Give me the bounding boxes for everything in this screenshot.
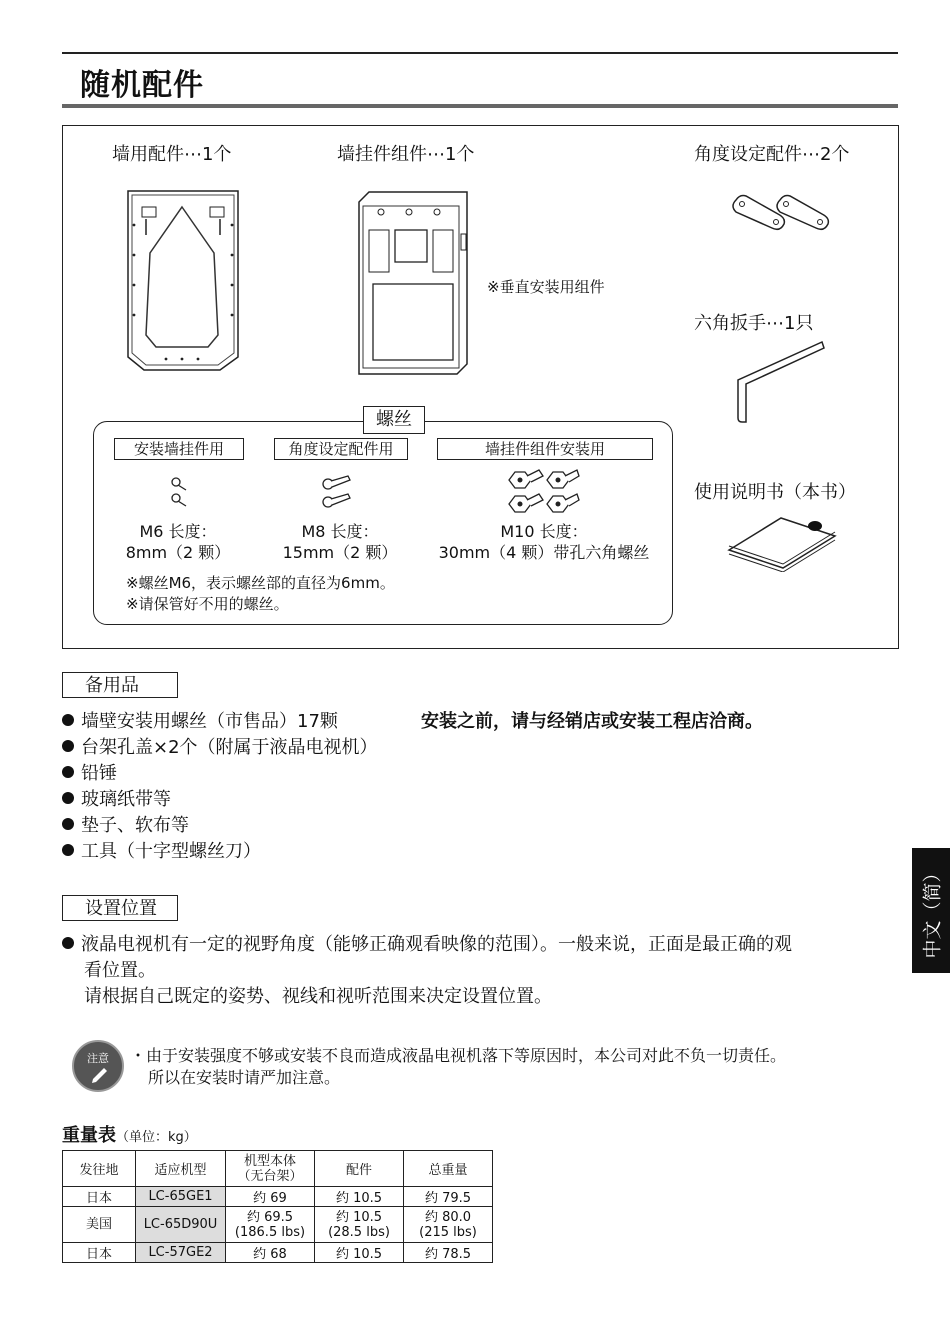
hex-wrench-label: 六角扳手⋯1只 xyxy=(694,313,814,334)
wall-mount-assembly-label: 墙挂件组件⋯1个 xyxy=(337,144,475,165)
caution-line2: 所以在安装时请严加注意。 xyxy=(148,1068,341,1087)
angle-parts-label: 角度设定配件⋯2个 xyxy=(694,144,850,165)
m6-spec xyxy=(108,521,248,563)
placement-line3: 请根据自己既定的姿势、视线和视听范围来决定设置位置。 xyxy=(84,986,552,1007)
list-item: 玻璃纸带等 xyxy=(62,787,378,813)
list-item: 铅锤 xyxy=(62,761,378,787)
hex-wrench-illustration xyxy=(730,338,830,424)
screw-group-header: 安装墙挂件用 xyxy=(114,438,244,460)
language-tab xyxy=(912,848,950,973)
angle-parts-illustration xyxy=(728,192,838,238)
manual-label: 使用说明书（本书） xyxy=(694,482,856,503)
bullet-icon xyxy=(62,740,74,752)
spare-items-header: 备用品 xyxy=(62,672,178,698)
m10-spec-line1: M10 长度： xyxy=(500,522,588,541)
list-item: 台架孔盖×2个（附属于液晶电视机） xyxy=(62,735,378,761)
m6-spec-line1: M6 长度： xyxy=(139,522,217,541)
list-item: 墙壁安装用螺丝（市售品）17颗 xyxy=(62,709,378,735)
screw-note-2: ※请保管好不用的螺丝。 xyxy=(126,595,289,613)
language-tab-label: 中文（简） xyxy=(921,862,944,959)
install-advice: 安装之前，请与经销店或安装工程店洽商。 xyxy=(421,711,763,732)
placement-line1: 液晶电视机有一定的视野角度（能够正确观看映像的范围）。一般来说，正面是最正确的观 xyxy=(62,932,792,958)
m8-screws-illustration xyxy=(320,474,356,514)
screw-group-header: 墙挂件组件安装用 xyxy=(437,438,653,460)
list-item: 工具（十字型螺丝刀） xyxy=(62,839,378,865)
page-title: 随机配件 xyxy=(80,68,204,103)
bullet-icon xyxy=(62,766,74,778)
m6-spec-line2: 8mm（2 颗） xyxy=(125,543,231,562)
weight-table-title-row xyxy=(62,1121,197,1147)
table-row: 日本 LC-57GE2 约 68 约 10.5 约 78.5 xyxy=(63,1243,493,1263)
col-header: 适应机型 xyxy=(136,1151,226,1187)
list-item: 垫子、软布等 xyxy=(62,813,378,839)
weight-table-title: 重量表 xyxy=(62,1125,116,1146)
screws-title: 螺丝 xyxy=(363,406,425,434)
m6-screws-illustration xyxy=(168,476,192,508)
table-header-row xyxy=(63,1151,493,1187)
wall-mount-assembly-illustration xyxy=(355,188,475,380)
col-header: 机型本体 （无台架） xyxy=(226,1151,315,1187)
manual-illustration xyxy=(725,510,840,572)
screw-group-header: 角度设定配件用 xyxy=(274,438,408,460)
bullet-icon xyxy=(62,937,74,949)
placement-header: 设置位置 xyxy=(62,895,178,921)
weight-table-unit: （单位：kg） xyxy=(116,1130,197,1145)
title-bar xyxy=(62,52,898,108)
caution-icon-label: 注意 xyxy=(87,1052,109,1065)
col-header: 总重量 xyxy=(404,1151,493,1187)
bullet-icon xyxy=(62,818,74,830)
m8-spec-line2: 15mm（2 颗） xyxy=(282,543,398,562)
m8-spec xyxy=(270,521,410,563)
weight-table xyxy=(62,1150,493,1263)
bullet-icon xyxy=(62,844,74,856)
bullet-icon xyxy=(62,714,74,726)
m10-hex-screws-illustration xyxy=(505,466,581,518)
caution-icon xyxy=(72,1040,124,1092)
col-header: 发往地 xyxy=(63,1151,136,1187)
caution-line1: ・由于安装强度不够或安装不良而造成液晶电视机落下等原因时，本公司对此不负一切责任。 xyxy=(130,1046,787,1065)
pen-icon xyxy=(90,1066,108,1084)
table-row: 日本 LC-65GE1 约 69 约 10.5 约 79.5 xyxy=(63,1187,493,1207)
col-header: 配件 xyxy=(315,1151,404,1187)
wall-bracket-label: 墙用配件⋯1个 xyxy=(112,144,232,165)
spare-items-list xyxy=(62,709,378,865)
placement-line2: 看位置。 xyxy=(84,960,156,981)
wall-bracket-illustration xyxy=(122,185,247,375)
m10-spec xyxy=(428,521,660,563)
screw-note-1: ※螺丝M6，表示螺丝部的直径为6mm。 xyxy=(126,574,395,592)
m10-spec-line2: 30mm（4 颗）带孔六角螺丝 xyxy=(438,543,650,562)
bullet-icon xyxy=(62,792,74,804)
vertical-install-note: ※垂直安装用组件 xyxy=(487,278,605,296)
table-row: 美国 LC-65D90U 约 69.5 (186.5 lbs) 约 10.5 (28.5 lbs) 约 80.0 (215 lbs) xyxy=(63,1207,493,1243)
m8-spec-line1: M8 长度： xyxy=(301,522,379,541)
